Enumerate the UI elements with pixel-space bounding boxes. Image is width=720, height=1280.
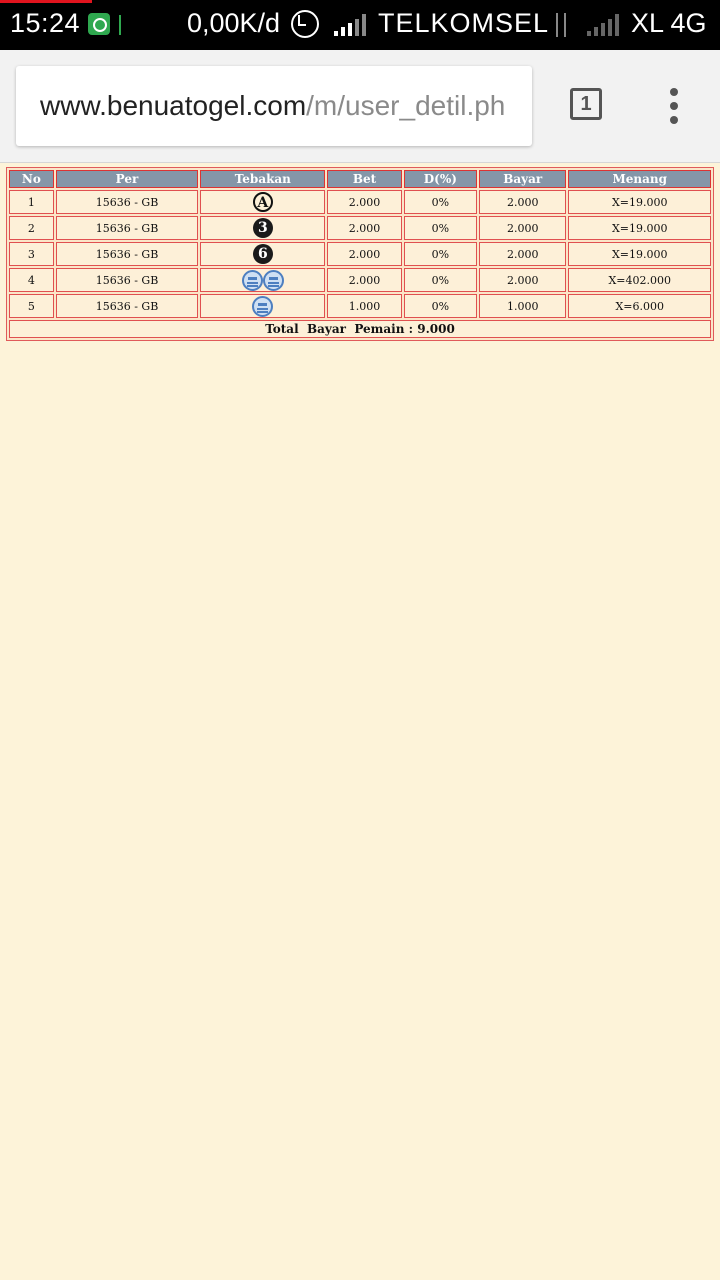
cell-bet: 2.000 xyxy=(327,216,401,240)
status-carrier-1: TELKOMSEL xyxy=(378,8,550,38)
cell-menang: X=19.000 xyxy=(568,190,711,214)
status-time: 15:24 xyxy=(10,8,81,38)
shio-icon xyxy=(263,270,284,291)
header-discount: D(%) xyxy=(404,170,477,188)
header-tebakan: Tebakan xyxy=(200,170,325,188)
table-header-row xyxy=(9,170,711,188)
cell-tebakan xyxy=(200,294,325,318)
signal-icon-2 xyxy=(587,14,619,36)
cell-bayar: 2.000 xyxy=(479,242,567,266)
cell-discount: 0% xyxy=(404,268,477,292)
tab-switcher-button[interactable]: 1 xyxy=(570,88,602,120)
shio-icon xyxy=(242,270,263,291)
dark-ball-icon: 3 xyxy=(253,218,273,238)
url-host: www.benuatogel.com xyxy=(40,90,307,121)
cell-menang: X=19.000 xyxy=(568,216,711,240)
cell-discount: 0% xyxy=(404,294,477,318)
url-text[interactable] xyxy=(40,90,516,122)
outline-ball-icon: A xyxy=(253,192,273,212)
cell-bet: 2.000 xyxy=(327,268,401,292)
cell-bet: 1.000 xyxy=(327,294,401,318)
signal-icon-1 xyxy=(334,14,366,36)
browser-toolbar xyxy=(0,50,720,163)
alarm-icon xyxy=(291,10,319,38)
status-bar xyxy=(0,0,720,50)
header-bet: Bet xyxy=(327,170,401,188)
header-no: No xyxy=(9,170,54,188)
status-carrier-2: XL 4G xyxy=(631,8,707,38)
table-row xyxy=(9,268,711,292)
cell-bet: 2.000 xyxy=(327,242,401,266)
cell-bayar: 1.000 xyxy=(479,294,567,318)
total-payment: Total Bayar Pemain : 9.000 xyxy=(9,320,711,338)
overflow-menu-button[interactable] xyxy=(664,88,684,124)
table-row xyxy=(9,216,711,240)
notification-separator xyxy=(119,15,121,35)
address-bar[interactable] xyxy=(16,66,532,146)
cell-discount: 0% xyxy=(404,242,477,266)
table-total-row xyxy=(9,320,711,338)
cell-discount: 0% xyxy=(404,190,477,214)
cell-no: 3 xyxy=(9,242,54,266)
header-bayar: Bayar xyxy=(479,170,567,188)
cell-menang: X=19.000 xyxy=(568,242,711,266)
cell-discount: 0% xyxy=(404,216,477,240)
cell-no: 2 xyxy=(9,216,54,240)
cell-tebakan xyxy=(200,242,325,266)
page-load-progress xyxy=(0,0,92,3)
url-path: /m/user_detil.ph xyxy=(306,90,506,121)
cell-bayar: 2.000 xyxy=(479,216,567,240)
cell-tebakan xyxy=(200,190,325,214)
cell-no: 1 xyxy=(9,190,54,214)
cell-bayar: 2.000 xyxy=(479,268,567,292)
table-row xyxy=(9,242,711,266)
data-activity-icon xyxy=(552,13,572,37)
cell-menang: X=402.000 xyxy=(568,268,711,292)
table-row xyxy=(9,190,711,214)
cell-per: 15636 - GB xyxy=(56,190,198,214)
dark-ball-icon: 6 xyxy=(253,244,273,264)
shio-icon xyxy=(252,296,273,317)
header-per: Per xyxy=(56,170,198,188)
cell-no: 5 xyxy=(9,294,54,318)
whatsapp-icon xyxy=(88,13,110,35)
cell-tebakan xyxy=(200,268,325,292)
table-row xyxy=(9,294,711,318)
cell-no: 4 xyxy=(9,268,54,292)
cell-bayar: 2.000 xyxy=(479,190,567,214)
header-menang: Menang xyxy=(568,170,711,188)
cell-bet: 2.000 xyxy=(327,190,401,214)
cell-per: 15636 - GB xyxy=(56,294,198,318)
cell-per: 15636 - GB xyxy=(56,242,198,266)
bet-detail-table xyxy=(6,167,714,341)
cell-per: 15636 - GB xyxy=(56,268,198,292)
cell-tebakan xyxy=(200,216,325,240)
status-data-rate: 0,00K/d xyxy=(187,8,281,38)
cell-per: 15636 - GB xyxy=(56,216,198,240)
cell-menang: X=6.000 xyxy=(568,294,711,318)
